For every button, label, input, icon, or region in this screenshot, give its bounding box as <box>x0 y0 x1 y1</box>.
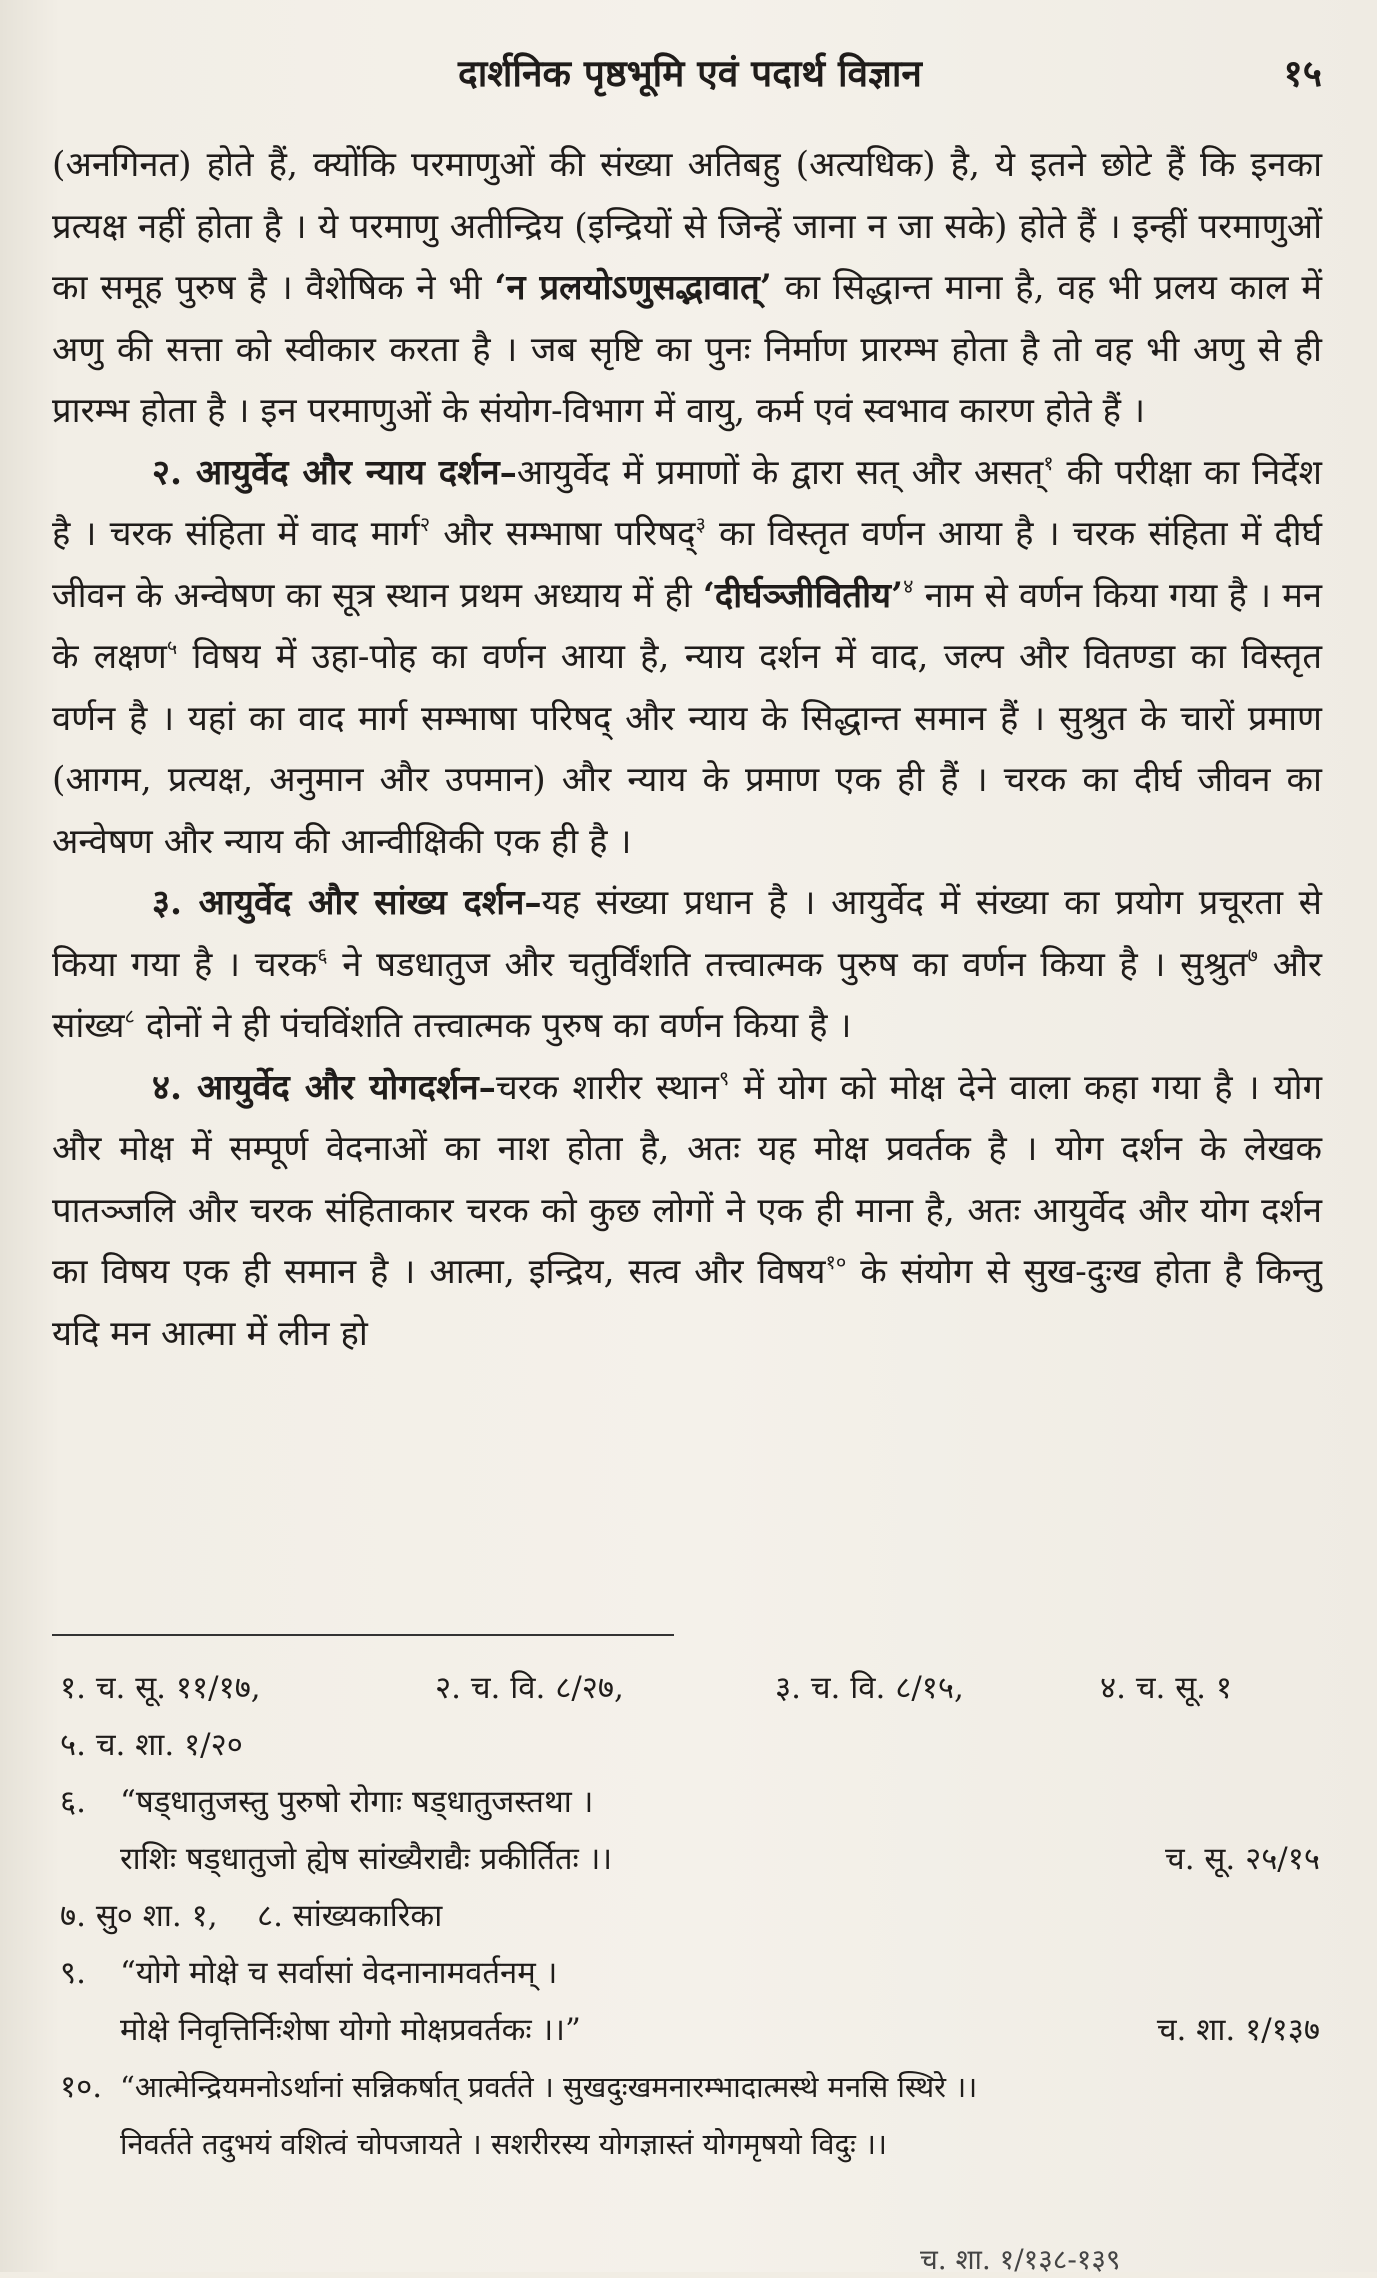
footnote-reference: च. सू. २५/१५ <box>1165 1841 1320 1877</box>
chapter-term: ‘दीर्घञ्जीवितीय’ <box>702 575 904 616</box>
footnotes <box>60 1660 1320 2173</box>
footnote-marker: ३ <box>695 512 706 536</box>
footnote-10-line-1: १०. “आत्मेन्द्रियमनोऽर्थानां सन्निकर्षात् प्रवर्तते । सुखदुःखमनारम्भादात्मस्थे मनसि स्थिरे ।। <box>60 2059 1320 2116</box>
page-number: १५ <box>1283 51 1322 95</box>
footnote-marker: ५ <box>166 635 178 659</box>
footnote-divider <box>52 1634 674 1636</box>
section-ayurveda-sankhya: ३. आयुर्वेद और सांख्य दर्शन–यह संख्या प्रधान है । आयुर्वेद में संख्या का प्रयोग प्रचूरता से किया गया है । चरक$^६$ ने षडधातुज और चतुर्विंशति तत्त्वात्मक पुरुष का वर्णन किया है । सुश्रुत$^७$ और सांख्य$^८$ दोनों ने ही पंचविंशति तत्त्वात्मक पुरुष का वर्णन किया है । <box>52 883 1322 1046</box>
paragraph-1: (अनगिनत) होते हैं, क्योंकि परमाणुओं की संख्या अतिबहु (अत्यधिक) है, ये इतने छोटे हैं कि इनका प्रत्यक्ष नहीं होता है । ये परमाणु अतीन्द्रिय (इन्द्रियों से जिन्हें जाना न जा सके) होते हैं । इन्हीं परमाणुओं का समूह पुरुष है । वैशेषिक ने भी ‘न प्रलयोऽणुसद्भावात्’ का सिद्धान्त माना है, वह भी प्रलय काल में अणु की सत्ता को स्वीकार करता है । जब सृष्टि का पुनः निर्माण प्रारम्भ होता है तो वह भी अणु से ही प्रारम्भ होता है । इन परमाणुओं के संयोग-विभाग में वायु, कर्म एवं स्वभाव कारण होते हैं । <box>52 145 1322 431</box>
footnote-9-line-2: मोक्षे निवृत्तिर्निःशेषा योगो मोक्षप्रवर्तकः ।।” च. शा. १/१३७ <box>60 2002 1320 2059</box>
footnote-5: ५. च. शा. १/२० <box>60 1727 243 1763</box>
footnote-row <box>60 1717 1320 1774</box>
section-heading: ४. आयुर्वेद और योगदर्शन– <box>152 1067 496 1108</box>
footnote-row <box>60 1888 1320 1945</box>
footnote-marker: ९ <box>718 1065 730 1090</box>
footnote-10-line-2: निवर्तते तदुभयं वशित्वं चोपजायते । सशरीरस्य योगज्ञास्तं योगमृषयो विदुः ।। <box>120 2127 888 2161</box>
cutoff-reference: च. शा. १/१३८-१३९ <box>920 2243 1121 2276</box>
footnote-marker: ७ <box>1247 942 1258 967</box>
footnote-marker: १० <box>825 1250 847 1274</box>
vaisheshika-quote: ‘न प्रलयोऽणुसद्भावात्’ <box>494 268 772 308</box>
section-ayurveda-yoga: ४. आयुर्वेद और योगदर्शन–चरक शारीर स्थान$^९$ में योग को मोक्ष देने वाला कहा गया है । योग और मोक्ष में सम्पूर्ण वेदनाओं का नाश होता है, अतः यह मोक्ष प्रवर्तक है । योग दर्शन के लेखक पातञ्जलि और चरक संहिताकार चरक को कुछ लोगों ने एक ही माना है, अतः आयुर्वेद और योग दर्शन का विषय एक ही समान है । आत्मा, इन्द्रिय, सत्व और विषय$^{१०}$ के संयोग से सुख-दुःख होता है किन्तु यदि मन आत्मा में लीन हो <box>52 1065 1323 1354</box>
footnote-1: १. च. सू. ११/१७, <box>60 1670 261 1706</box>
footnote-6-line-2: राशिः षड्धातुजो ह्येष सांख्यैराद्यैः प्रकीर्तितः ।। च. सू. २५/१५ <box>60 1831 1320 1888</box>
footnote-9-line-1: ९. “योगे मोक्षे च सर्वासां वेदनानामवर्तनम् । <box>60 1945 1320 2002</box>
footnote-marker: २ <box>419 512 431 536</box>
footnote-3: ३. च. वि. ८/१५, <box>775 1670 964 1706</box>
footnote-4: ४. च. सू. १ <box>1100 1670 1233 1706</box>
footnote-reference: च. शा. १/१३७ <box>1156 2012 1320 2048</box>
running-header <box>0 40 1377 110</box>
footnote-6-line-1: ६. “षड्धातुजस्तु पुरुषो रोगाः षड्धातुजस्तथा । <box>60 1774 1320 1831</box>
section-heading: २. आयुर्वेद और न्याय दर्शन– <box>152 452 517 493</box>
chapter-title: दार्शनिक पृष्ठभूमि एवं पदार्थ विज्ञान <box>458 51 922 95</box>
footnote-number: ६. <box>60 1784 86 1820</box>
footnote-7-8: ७. सु० शा. १, ८. सांख्यकारिका <box>60 1898 443 1934</box>
footnote-marker: ८ <box>124 1004 135 1028</box>
footnote-number: १०. <box>60 2069 103 2105</box>
footnote-2: २. च. वि. ८/२७, <box>435 1670 624 1706</box>
main-text <box>52 135 1322 1365</box>
footnote-marker: ६ <box>317 942 328 967</box>
footnote-marker: ४ <box>903 573 914 598</box>
footnote-marker: १ <box>1043 450 1054 475</box>
section-heading: ३. आयुर्वेद और सांख्य दर्शन– <box>152 883 542 923</box>
footnote-row <box>60 1660 1320 1717</box>
footnote-number: ९. <box>60 1955 86 1991</box>
section-ayurveda-nyaya: २. आयुर्वेद और न्याय दर्शन–आयुर्वेद में प्रमाणों के द्वारा सत् और असत्$^१$ की परीक्षा का निर्देश है । चरक संहिता में वाद मार्ग$^२$ और सम्भाषा परिषद्$^३$ का विस्तृत वर्णन आया है । चरक संहिता में दीर्घ जीवन के अन्वेषण का सूत्र स्थान प्रथम अध्याय में ही ‘दीर्घञ्जीवितीय’$^४$ नाम से वर्णन किया गया है । मन के लक्षण$^५$ विषय में उहा-पोह का वर्णन आया है, न्याय दर्शन में वाद, जल्प और वितण्डा का विस्तृत वर्णन है । यहां का वाद मार्ग सम्भाषा परिषद् और न्याय के सिद्धान्त समान हैं । सुश्रुत के चारों प्रमाण (आगम, प्रत्यक्ष, अनुमान और उपमान) और न्याय के प्रमाण एक ही हैं । चरक का दीर्घ जीवन का अन्वेषण और न्याय की आन्वीक्षिकी एक ही है । <box>52 450 1323 862</box>
